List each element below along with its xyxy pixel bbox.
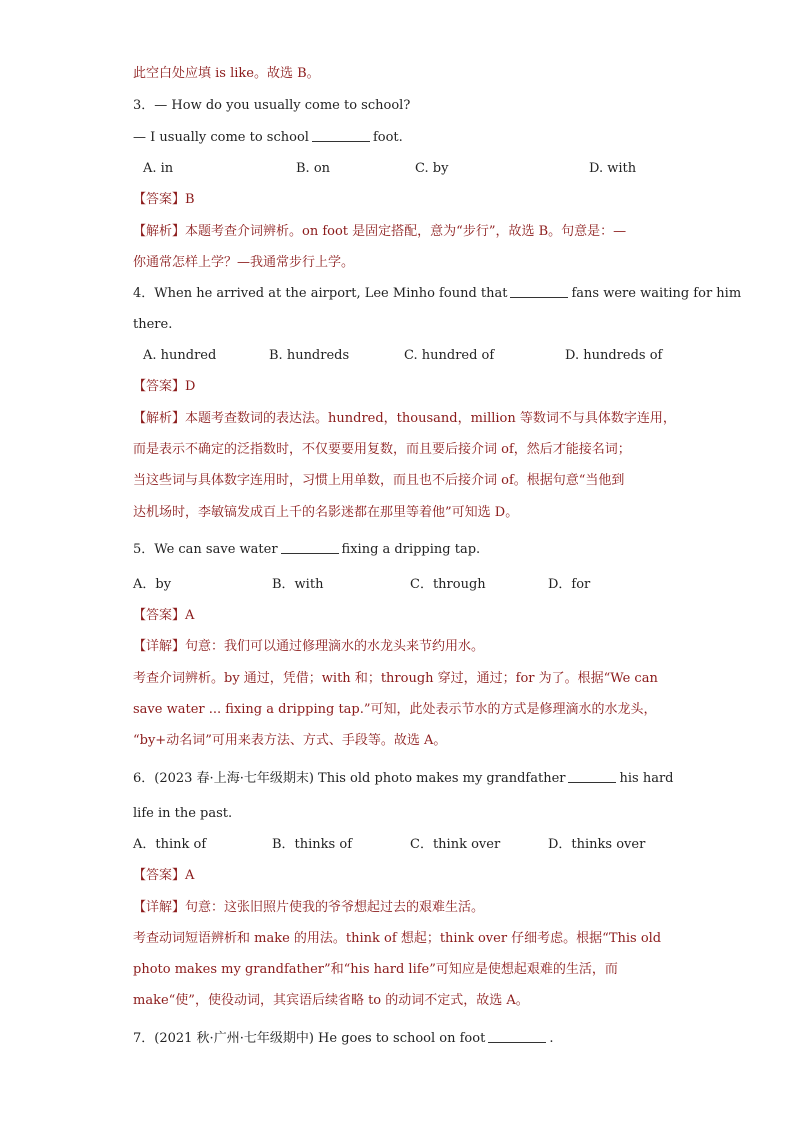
- q4-option-a: A. hundred: [143, 348, 217, 363]
- q3-blank: [312, 140, 370, 142]
- q5-option-d: D．for: [548, 577, 591, 592]
- q5-detail-2: 考查介词辨析。by 通过，凭借；with 和；through 穿过，通过；for 为了。根据“We can: [133, 671, 658, 686]
- answer-label: 【答案】: [133, 192, 186, 207]
- detail-label: 【详解】: [133, 639, 186, 654]
- q5-answer: [133, 606, 194, 626]
- q6-detail-3: photo makes my grandfather”和“his hard life”可知应是使想起艰难的生活，而: [133, 962, 618, 977]
- q3-stem-line2: [133, 128, 403, 148]
- q4-stem-pre: 4．When he arrived at the airport, Lee Minho found that: [133, 286, 508, 301]
- q5-answer-value: A: [185, 608, 195, 623]
- q3-option-a: A. in: [143, 161, 174, 176]
- analysis-label: 【解析】: [133, 224, 186, 239]
- q5-stem-post: fixing a dripping tap.: [341, 542, 481, 557]
- q3-analysis-text-1: 本题考查介词辨析。on foot 是固定搭配，意为“步行”，故选 B。句意是：—: [185, 224, 627, 239]
- q4-analysis-4: 达机场时，李敏镐发成百上千的名影迷都在那里等着他”可知选 D。: [133, 505, 519, 520]
- q7-stem-pre: 7．(2021 秋·广州·七年级期中) He goes to school on foot: [133, 1031, 486, 1046]
- detail-label: 【详解】: [133, 900, 186, 915]
- answer-label: 【答案】: [133, 608, 186, 623]
- q4-stem-line2: there.: [133, 317, 173, 332]
- q5-stem-pre: 5．We can save water: [133, 542, 278, 557]
- q4-stem-post: fans were waiting for him: [571, 286, 742, 301]
- q6-detail-1: [133, 898, 484, 918]
- q6-option-c: C．think over: [410, 837, 501, 852]
- q6-detail-text-1: 句意：这张旧照片使我的爷爷想起过去的艰难生活。: [185, 900, 485, 915]
- q5-option-a: A．by: [133, 577, 172, 592]
- q5-blank: [281, 552, 339, 554]
- q4-option-b: B. hundreds: [269, 348, 350, 363]
- q6-stem-post: his hard: [619, 771, 674, 786]
- q6-detail-4: make“使”，使役动词，其宾语后续省略 to 的动词不定式，故选 A。: [133, 993, 529, 1008]
- q4-analysis-3: 当这些词与具体数字连用时，习惯上用单数，而且也不后接介词 of。根据句意“当他到: [133, 473, 625, 488]
- q3-option-c: C. by: [415, 161, 449, 176]
- prev-analysis-tail: 此空白处应填 is like。故选 B。: [133, 66, 320, 81]
- q6-option-d: D．thinks over: [548, 837, 646, 852]
- q6-stem-pre: 6．(2023 春·上海·七年级期末) This old photo makes my grandfather: [133, 771, 566, 786]
- q4-answer: [133, 377, 195, 397]
- q3-stem-line2-post: foot.: [372, 130, 403, 145]
- q6-answer: [133, 866, 194, 886]
- q6-stem: [133, 769, 673, 789]
- analysis-label: 【解析】: [133, 411, 186, 426]
- q7-stem: [133, 1029, 553, 1049]
- q3-stem-line2-pre: — I usually come to school: [133, 130, 309, 145]
- q3-option-b: B. on: [296, 161, 331, 176]
- q5-option-b: B．with: [272, 577, 324, 592]
- answer-label: 【答案】: [133, 868, 186, 883]
- q5-detail-4: “by+动名词”可用来表方法、方式、手段等。故选 A。: [133, 733, 447, 748]
- q6-stem-line2: life in the past.: [133, 806, 233, 821]
- q5-detail-text-1: 句意：我们可以通过修理滴水的水龙头来节约用水。: [185, 639, 485, 654]
- q4-analysis-2: 而是表示不确定的泛指数时，不仅要要用复数，而且要后接介词 of，然后才能接名词；: [133, 442, 631, 457]
- q4-answer-value: D: [185, 379, 196, 394]
- q4-analysis-1: [133, 409, 676, 429]
- q4-option-d: D. hundreds of: [565, 348, 663, 363]
- q7-stem-post: .: [549, 1031, 554, 1046]
- q3-analysis-2: 你通常怎样上学？—我通常步行上学。: [133, 255, 355, 270]
- q4-stem: [133, 284, 741, 304]
- q6-blank: [568, 781, 616, 783]
- q4-option-c: C. hundred of: [404, 348, 495, 363]
- q4-analysis-text-1: 本题考查数词的表达法。hundred，thousand，million 等数词不与具体数字连用，: [185, 411, 676, 426]
- q4-blank: [510, 296, 568, 298]
- q6-option-b: B．thinks of: [272, 837, 352, 852]
- q7-blank: [488, 1041, 546, 1043]
- q3-analysis-1: [133, 222, 626, 242]
- q5-stem: [133, 540, 480, 560]
- q6-detail-2: 考查动词短语辨析和 make 的用法。think of 想起；think over 仔细考虑。根据“This old: [133, 931, 662, 946]
- q6-answer-value: A: [185, 868, 195, 883]
- q6-option-a: A．think of: [133, 837, 207, 852]
- q3-answer: [133, 190, 195, 210]
- q3-answer-value: B: [185, 192, 195, 207]
- q3-stem: 3．— How do you usually come to school?: [133, 98, 411, 113]
- q5-detail-1: [133, 637, 484, 657]
- q5-detail-3: save water ... fixing a dripping tap.”可知，此处表示节水的方式是修理滴水的水龙头，: [133, 702, 657, 717]
- q3-option-d: D. with: [589, 161, 637, 176]
- answer-label: 【答案】: [133, 379, 186, 394]
- q5-option-c: C．through: [410, 577, 486, 592]
